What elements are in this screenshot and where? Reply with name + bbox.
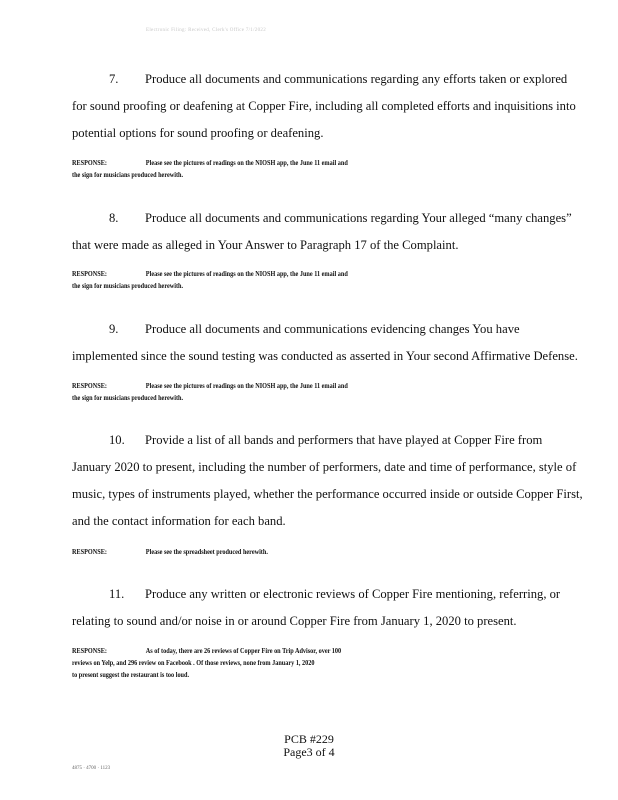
response-7: [72, 157, 482, 181]
response-9: [72, 380, 482, 404]
response-10: [72, 546, 482, 558]
response-label: RESPONSE:: [72, 269, 107, 278]
request-item-9: [72, 316, 618, 370]
request-text: and the contact information for each band.: [72, 514, 286, 528]
response-text: Please see the pictures of readings on the NIOSH app, the June 11 email and: [145, 269, 348, 278]
request-text: implemented since the sound testing was conducted as asserted in Your second Affirmative Defense.: [72, 349, 578, 363]
request-number: 10.: [109, 433, 125, 447]
request-text: Provide a list of all bands and performers that have played at Copper Fire from: [145, 433, 543, 447]
request-text: Produce all documents and communications regarding any efforts taken or explored: [145, 72, 568, 86]
request-item-10: [72, 427, 618, 535]
request-item-8: [72, 205, 618, 259]
page-number: Page3 of 4: [283, 745, 335, 759]
response-text: the sign for musicians produced herewith.: [72, 281, 184, 290]
response-text: the sign for musicians produced herewith.: [72, 170, 184, 179]
request-text: January 2020 to present, including the number of performers, date and time of performance, style of: [72, 460, 577, 474]
case-number: PCB #229: [284, 732, 334, 746]
request-text: Produce any written or electronic reviews of Copper Fire mentioning, referring, or: [145, 587, 561, 601]
response-text: reviews on Yelp, and 296 review on Facebook . Of those reviews, none from January 1, 2020: [72, 658, 315, 667]
response-label: RESPONSE:: [72, 381, 107, 390]
response-text: As of today, there are 26 reviews of Copper Fire on Trip Advisor, over 100: [145, 646, 342, 655]
response-label: RESPONSE:: [72, 646, 107, 655]
response-text: the sign for musicians produced herewith.: [72, 393, 184, 402]
request-text: Produce all documents and communications evidencing changes You have: [145, 322, 520, 336]
request-number: 8.: [109, 211, 119, 225]
request-number: 9.: [109, 322, 119, 336]
request-text: that were made as alleged in Your Answer to Paragraph 17 of the Complaint.: [72, 238, 459, 252]
request-text: relating to sound and/or noise in or around Copper Fire from January 1, 2020 to present.: [72, 614, 517, 628]
page-footer: [0, 733, 618, 759]
request-text: music, types of instruments played, whether the performance occurred inside or outside Copper First,: [72, 487, 583, 501]
response-label: RESPONSE:: [72, 158, 107, 167]
request-number: 11.: [109, 587, 125, 601]
response-8: [72, 268, 482, 292]
request-item-7: [72, 66, 618, 147]
response-label: RESPONSE:: [72, 547, 107, 556]
request-text: Produce all documents and communications regarding Your alleged “many changes”: [145, 211, 572, 225]
filing-stamp: Electronic Filing: Received, Clerk's Office 7/1/2022: [146, 28, 266, 33]
response-text: Please see the pictures of readings on the NIOSH app, the June 11 email and: [145, 158, 348, 167]
response-text: Please see the spreadsheet produced herewith.: [145, 547, 268, 556]
request-item-11: [72, 581, 618, 635]
request-text: potential options for sound proofing or deafening.: [72, 126, 324, 140]
document-code: 4875 · 4700 · 1123: [72, 766, 111, 771]
response-11: [72, 645, 482, 681]
response-text: to present suggest the restaurant is too loud.: [72, 670, 190, 679]
request-number: 7.: [109, 72, 119, 86]
request-text: for sound proofing or deafening at Copper Fire, including all completed efforts and inquisitions into: [72, 99, 576, 113]
response-text: Please see the pictures of readings on the NIOSH app, the June 11 email and: [145, 381, 348, 390]
